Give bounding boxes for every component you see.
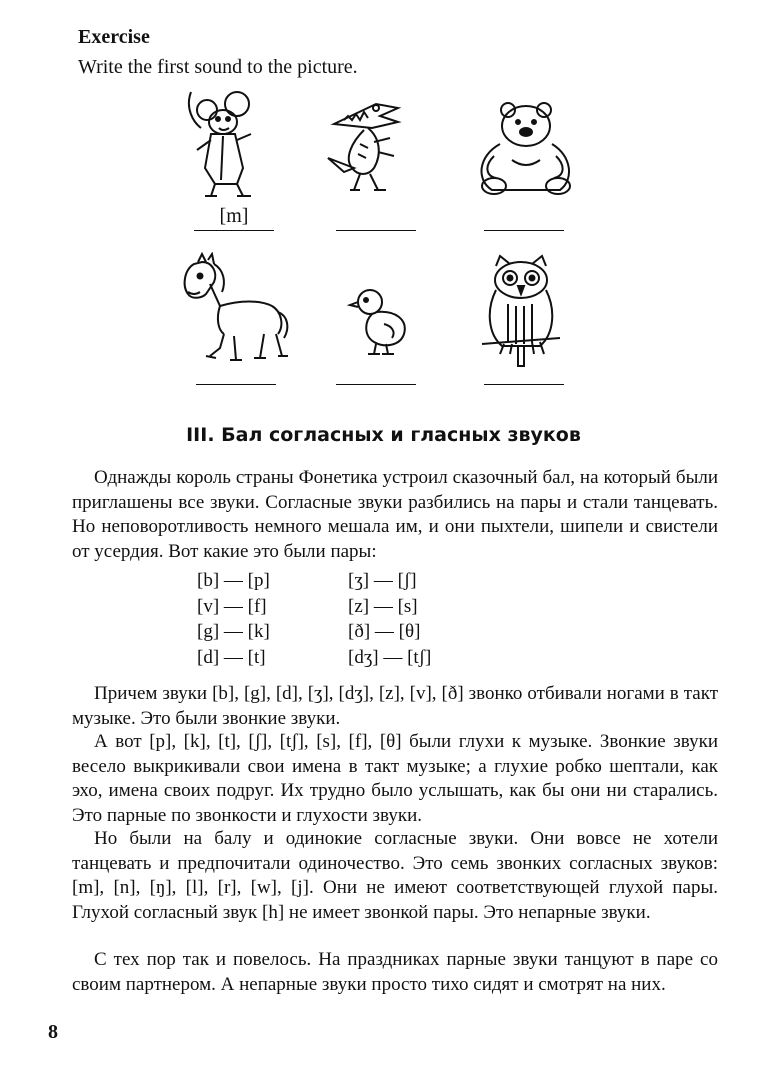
pair-d-t: [d] — [t] [197, 646, 266, 668]
mouse-icon [185, 88, 265, 200]
page-number: 8 [48, 1021, 58, 1043]
paragraph-voiced: Причем звуки [b], [g], [d], [ʒ], [dʒ], [z], [v], [ð] звонко отбивали ногами в такт музыке. Это были звонкие звуки. [72, 683, 718, 729]
bear-icon [472, 100, 578, 196]
owl-icon [478, 254, 564, 370]
pair-dzh-tsh: [dʒ] — [tʃ] [348, 646, 432, 668]
pair-dh-th: [ð] — [θ] [348, 621, 421, 642]
section-heading: III. Бал согласных и гласных звуков [186, 424, 581, 446]
consonant-pairs-right [348, 568, 431, 670]
intro-paragraph: Однажды король страны Фонетика устроил сказочный бал, на который были приглашены все звуки. Согласные звуки разбились на пары и стали танцевать. Но неповоротливость немного мешала им, и они пыхтели, шипели и свистели от усердия. Вот какие это были пары: [72, 467, 718, 562]
exercise-title: Exercise [78, 26, 150, 48]
pair-v-f: [v] — [f] [197, 595, 267, 617]
pair-zh-sh: [ʒ] — [ʃ] [348, 570, 417, 591]
answer-line-4[interactable] [196, 358, 276, 385]
crocodile-icon [324, 98, 410, 194]
answer-line-3[interactable] [484, 204, 564, 231]
chick-icon [346, 284, 412, 358]
pair-g-k: [g] — [k] [197, 621, 270, 642]
exercise-instruction: Write the first sound to the picture. [78, 56, 358, 78]
answer-line-2[interactable] [336, 204, 416, 231]
paragraph-ending: С тех пор так и повелось. На праздниках парные звуки танцуют в паре со своим партнером. А непарные звуки просто тихо сидят и смотрят на них. [72, 949, 718, 995]
paragraph-voiceless: А вот [p], [k], [t], [ʃ], [tʃ], [s], [f], [θ] были глухи к музыке. Звонкие звуки весело выкрикивали свои имена в такт музыке; а глухие робко шептали, как эхо, имена своих подруг. Их трудно было услышать, как бы они ни старались. Это парные по звонкости и глухости звуки. [72, 731, 718, 826]
paragraph-unpaired: Но были на балу и одинокие согласные звуки. Они вовсе не хотели танцевать и предпочитали одиночество. Это семь звонких согласных звуков: [m], [n], [ŋ], [l], [r], [w], [j]. Они не имеют соответствующей глухой пары. Глухой согласный звук [h] не имеет звонкой пары. Это непарные звуки. [72, 828, 718, 923]
pair-z-s: [z] — [s] [348, 595, 418, 617]
pair-b-p: [b] — [p] [197, 570, 270, 591]
horse-icon [180, 252, 292, 366]
answer-line-1[interactable]: [m] [194, 204, 274, 231]
answer-line-6[interactable] [484, 358, 564, 385]
answer-line-5[interactable] [336, 358, 416, 385]
consonant-pairs-left [197, 568, 270, 670]
